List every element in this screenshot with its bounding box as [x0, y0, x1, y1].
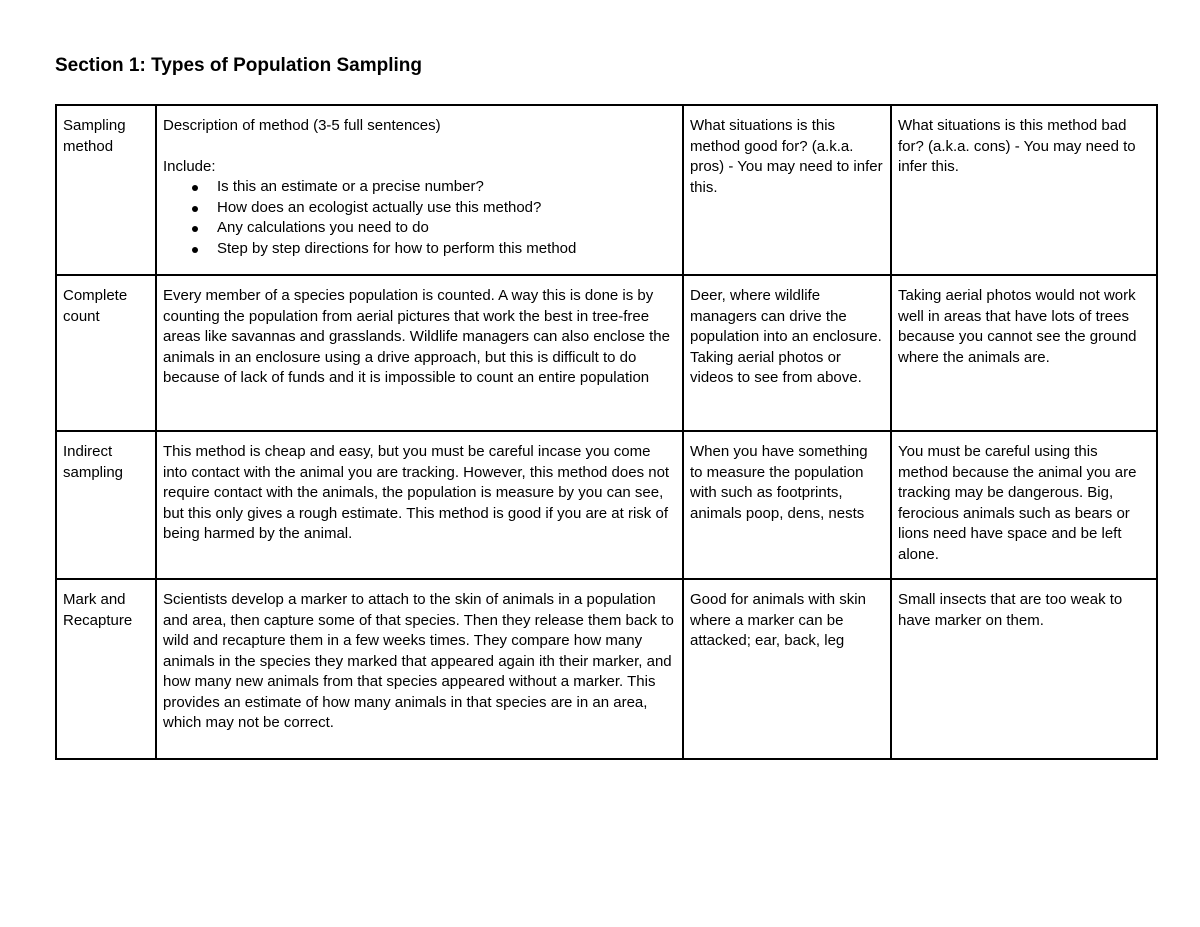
section-title: Section 1: Types of Population Sampling	[55, 55, 423, 76]
include-item: Step by step directions for how to perform this method	[217, 239, 676, 260]
header-method-text: Sampling method	[63, 117, 126, 155]
header-cons-text: What situations is this method bad for? (a.k.a. cons) - You may need to infer this.	[898, 117, 1136, 175]
method-cell: Indirect sampling	[56, 431, 156, 579]
include-item: How does an ecologist actually use this method?	[217, 198, 676, 219]
header-description-text: Description of method (3-5 full sentences)	[163, 117, 441, 134]
table-row	[56, 579, 1157, 759]
description-cell: Every member of a species population is counted. A way this is done is by counting the population from aerial pictures that work the best in tree-free areas like savannas and grasslands. Wildlife managers can also enclose the animals in an enclosure using a drive approach, but this is difficult to do because of lack of funds and it is impossible to count an entire population	[156, 275, 683, 431]
header-cell-method	[56, 105, 156, 275]
include-item: Is this an estimate or a precise number?	[217, 177, 676, 198]
table-row	[56, 431, 1157, 579]
cons-cell: Taking aerial photos would not work well in areas that have lots of trees because you cannot see the ground where the animals are.	[891, 275, 1157, 431]
include-item: Any calculations you need to do	[217, 218, 676, 239]
sampling-methods-table	[55, 104, 1158, 760]
pros-cell: When you have something to measure the population with such as footprints, animals poop, dens, nests	[683, 431, 891, 579]
pros-cell: Deer, where wildlife managers can drive the population into an enclosure. Taking aerial photos or videos to see from above.	[683, 275, 891, 431]
header-pros-text: What situations is this method good for? (a.k.a. pros) - You may need to infer this.	[690, 117, 883, 196]
table-header-row	[56, 105, 1157, 275]
include-label: Include:	[163, 157, 216, 175]
description-cell: Scientists develop a marker to attach to the skin of animals in a population and area, then capture some of that species. Then they release them back to wild and recapture them in a few weeks times. They compare how many animals in the species they marked that appeared again ith their marker, and how many new animals from that species appeared without a marker. This provides an estimate of how many animals in that species are in an area, which may not be correct.	[156, 579, 683, 759]
pros-cell: Good for animals with skin where a marker can be attacked; ear, back, leg	[683, 579, 891, 759]
description-cell: This method is cheap and easy, but you must be careful incase you come into contact with the animal you are tracking. However, this method does not require contact with the animals, the population is measure by you can see, but this only gives a rough estimate. This method is good if you are at risk of being harmed by the animal.	[156, 431, 683, 579]
header-cell-description	[156, 105, 683, 275]
header-cell-cons	[891, 105, 1157, 275]
include-list	[163, 177, 676, 259]
cons-cell: Small insects that are too weak to have marker on them.	[891, 579, 1157, 759]
table-row	[56, 275, 1157, 431]
method-cell: Complete count	[56, 275, 156, 431]
header-cell-pros	[683, 105, 891, 275]
cons-cell: You must be careful using this method because the animal you are tracking may be dangerous. Big, ferocious animals such as bears or lions need have space and be left alone.	[891, 431, 1157, 579]
method-cell: Mark and Recapture	[56, 579, 156, 759]
